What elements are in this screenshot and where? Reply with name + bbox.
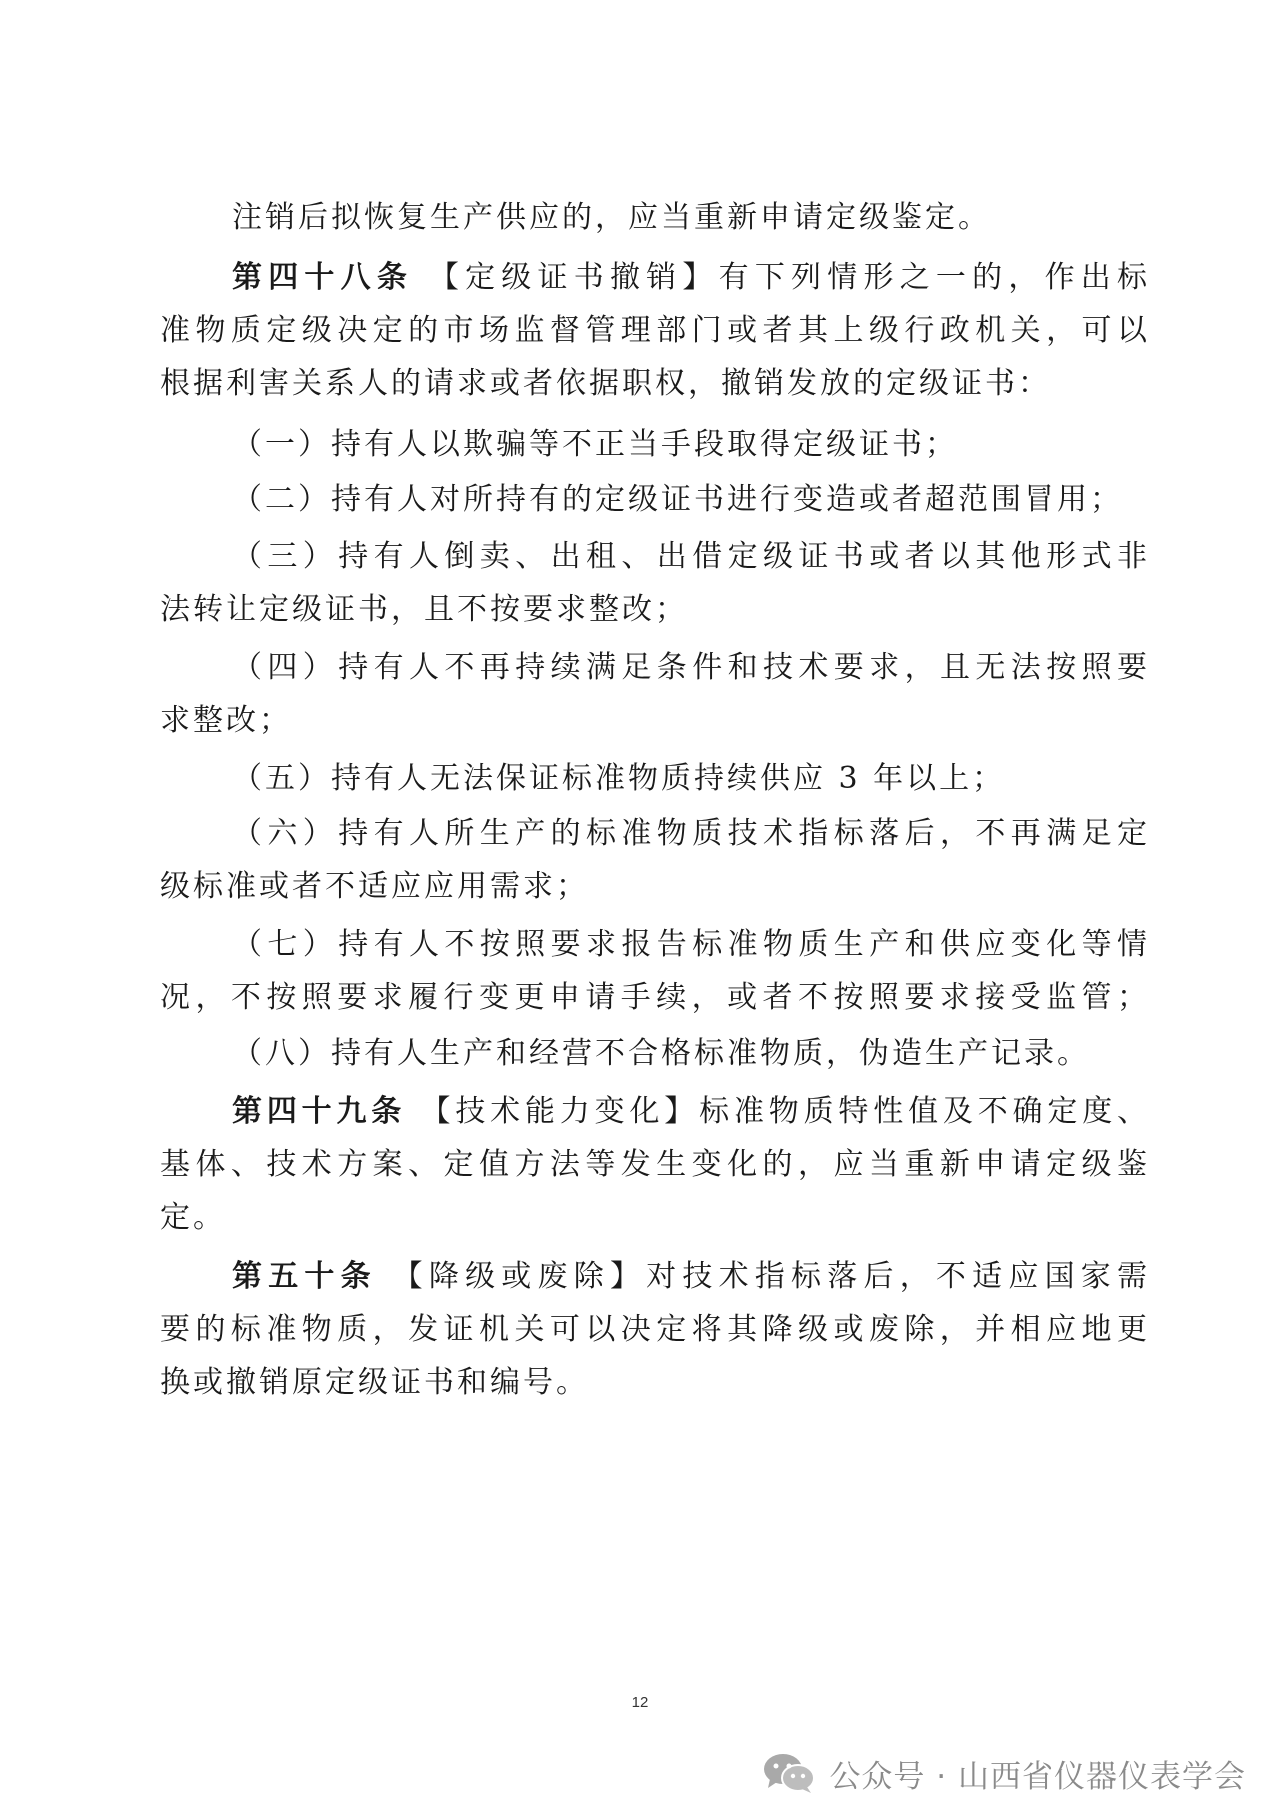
text-line: 要的标准物质，发证机关可以决定将其降级或废除，并相应地更	[160, 1312, 1150, 1347]
article-heading: 第四十九条	[232, 1094, 407, 1129]
text-line: 注销后拟恢复生产供应的，应当重新申请定级鉴定。	[232, 200, 991, 235]
text-line: 法转让定级证书，且不按要求整改；	[160, 592, 688, 627]
page-number: 12	[631, 1694, 649, 1711]
list-item: （一）持有人以欺骗等不正当手段取得定级证书；	[232, 427, 958, 462]
watermark-text: 公众号 · 山西省仪器仪表学会	[829, 1758, 1246, 1795]
list-item: （四）持有人不再持续满足条件和技术要求，且无法按照要	[232, 650, 1150, 685]
article-50-first-line: 第五十条 【降级或废除】对技术指标落后，不适应国家需	[232, 1259, 1151, 1294]
article-49-first-line: 第四十九条 【技术能力变化】标准物质特性值及不确定度、	[232, 1094, 1151, 1129]
text-line: 求整改；	[160, 703, 292, 738]
text-line: 基体、技术方案、定值方法等发生变化的，应当重新申请定级鉴	[160, 1147, 1150, 1182]
article-heading: 第五十条	[232, 1259, 377, 1294]
list-item: （六）持有人所生产的标准物质技术指标落后，不再满足定	[232, 816, 1150, 851]
list-item: （二）持有人对所持有的定级证书进行变造或者超范围冒用；	[232, 482, 1123, 517]
text-line: 况，不按照要求履行变更申请手续，或者不按照要求接受监管；	[160, 980, 1150, 1015]
list-item: （七）持有人不按照要求报告标准物质生产和供应变化等情	[232, 927, 1150, 962]
text-line: 准物质定级决定的市场监督管理部门或者其上级行政机关，可以	[160, 313, 1150, 348]
watermark	[761, 1748, 1246, 1798]
wechat-icon	[761, 1751, 817, 1795]
article-heading: 第四十八条	[232, 260, 414, 295]
article-48-first-line: 第四十八条 【定级证书撤销】有下列情形之一的，作出标	[232, 260, 1151, 295]
text-line: 级标准或者不适应应用需求；	[160, 869, 589, 904]
text-line: 定。	[160, 1200, 226, 1235]
text-line: 根据利害关系人的请求或者依据职权，撤销发放的定级证书：	[160, 366, 1051, 401]
list-item: （三）持有人倒卖、出租、出借定级证书或者以其他形式非	[232, 539, 1150, 574]
list-item: （五）持有人无法保证标准物质持续供应 3 年以上；	[232, 761, 1006, 796]
list-item: （八）持有人生产和经营不合格标准物质，伪造生产记录。	[232, 1036, 1090, 1071]
text-line: 换或撤销原定级证书和编号。	[160, 1365, 589, 1400]
